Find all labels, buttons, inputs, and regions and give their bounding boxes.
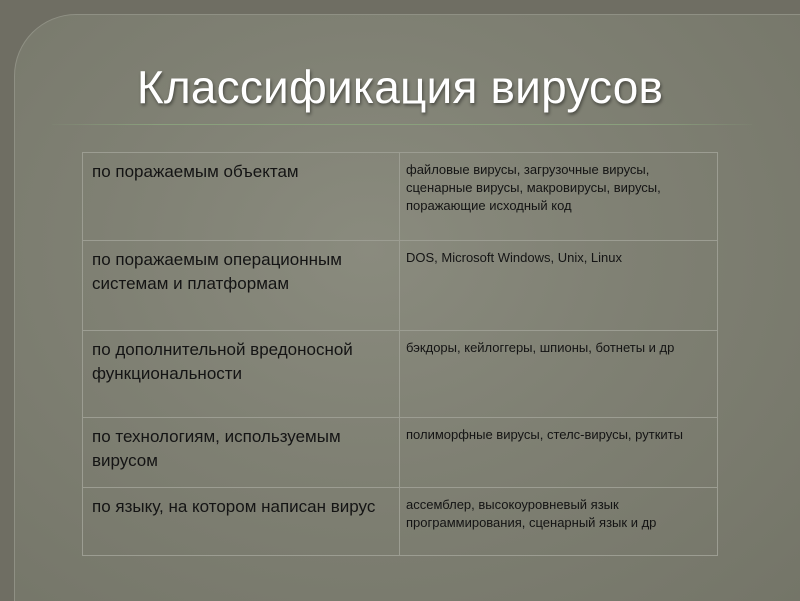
criterion-text: по языку, на котором написан вирус [92,497,376,516]
examples-cell [400,153,718,241]
table-row [83,331,718,418]
criterion-cell [83,488,400,556]
examples-text: ассемблер, высокоуровневый язык программирования, сценарный язык и др [406,497,657,530]
examples-text: полиморфные вирусы, стелс-вирусы, руткиты [406,427,683,442]
table-row [83,488,718,556]
title-divider [52,124,752,125]
criterion-cell [83,153,400,241]
slide-title: Классификация вирусов [136,61,664,113]
table-row [83,241,718,331]
examples-text: DOS, Microsoft Windows, Unix, Linux [406,250,623,265]
criterion-cell [83,241,400,331]
examples-cell [400,241,718,331]
table-row [83,153,718,241]
criterion-text: по дополнительной вредоносной функциональности [92,340,353,383]
criterion-text: по технологиям, используемым вирусом [92,427,341,470]
examples-cell [400,418,718,488]
criterion-text: по поражаемым объектам [92,162,299,181]
criterion-text: по поражаемым операционным системам и платформам [92,250,342,293]
examples-text: файловые вирусы, загрузочные вирусы, сценарные вирусы, макровирусы, вирусы, поражающие исходный код [406,162,661,213]
classification-table [82,152,718,556]
examples-text: бэкдоры, кейлоггеры, шпионы, ботнеты и др [406,340,675,355]
examples-cell [400,488,718,556]
table-row [83,418,718,488]
criterion-cell [83,418,400,488]
criterion-cell [83,331,400,418]
examples-cell [400,331,718,418]
